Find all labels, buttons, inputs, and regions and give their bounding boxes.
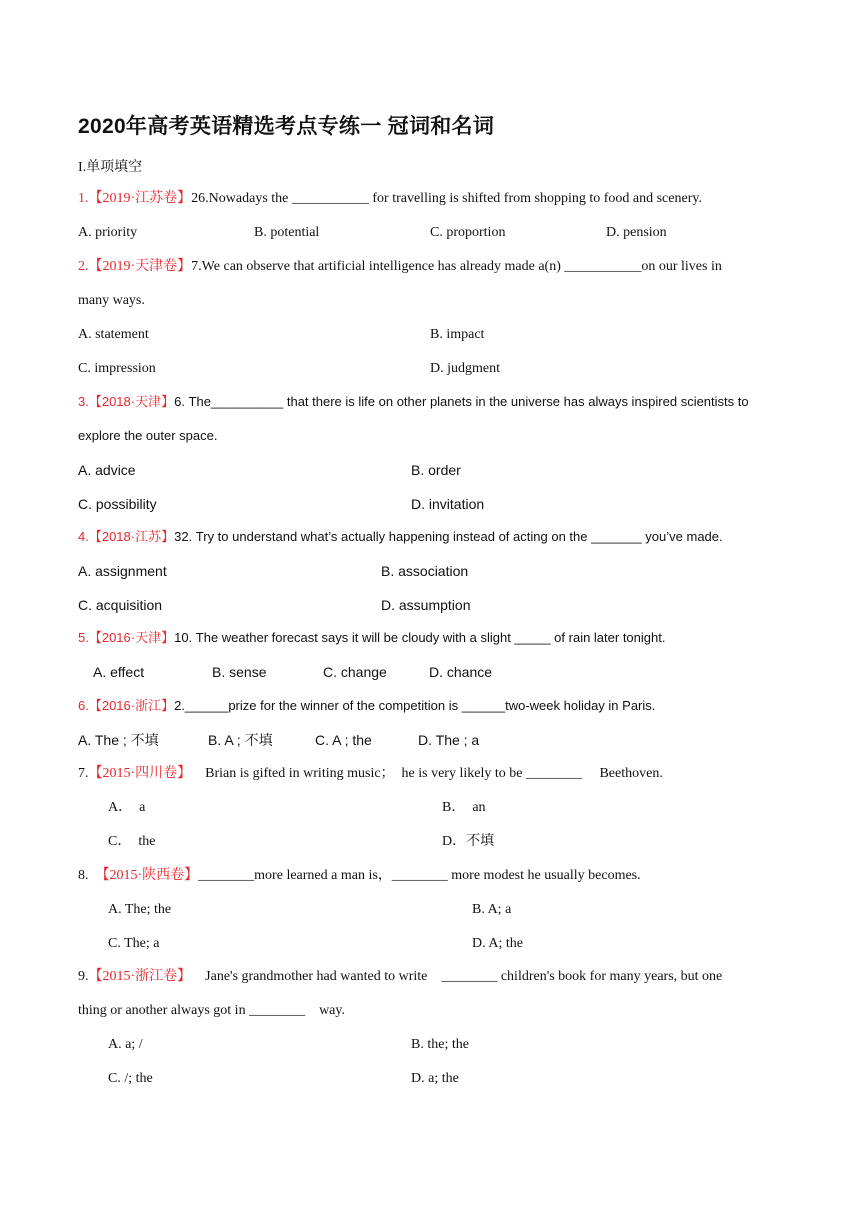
section-heading: I.单项填空 [78, 160, 143, 175]
question-source-tag: 4.【2018·江苏】 [78, 529, 175, 544]
question-source-tag: 【2015·浙江卷】 [88, 969, 192, 984]
option-c: C. proportion [430, 225, 506, 240]
option-d: D. assumption [381, 597, 471, 613]
question-text: 26.Nowadays the ___________ for travelling is shifted from shopping to food and scenery. [191, 191, 702, 206]
question-4 [78, 528, 723, 546]
option-d: D．不填 [442, 834, 495, 849]
question-3 [78, 393, 749, 411]
option-a: A. advice [78, 462, 136, 478]
option-a: A． a [108, 800, 146, 815]
question-text: Brian is gifted in writing music； he is very likely to be ________ Beethoven. [191, 766, 663, 781]
question-number: 7. [78, 766, 89, 781]
option-b: B． an [442, 800, 486, 815]
question-number: 9. [78, 969, 89, 984]
option-d: D. judgment [430, 361, 500, 376]
option-c: C. The; a [108, 936, 160, 951]
question-text-continued: thing or another always got in ________ way. [78, 1003, 345, 1018]
option-a: A. statement [78, 327, 149, 342]
option-d: D. pension [606, 225, 667, 240]
question-source-tag: 3.【2018·天津】 [78, 394, 175, 409]
option-d: D. A; the [472, 936, 523, 951]
question-number: 8. [78, 868, 96, 883]
question-source-tag: 【2015·四川卷】 [88, 766, 192, 781]
option-c: C. acquisition [78, 597, 163, 613]
option-a: A. The ; 不填 [78, 732, 159, 748]
question-text-continued: many ways. [78, 293, 145, 308]
question-5 [78, 629, 665, 647]
option-b: B. potential [254, 225, 320, 240]
question-text: 32. Try to understand what’s actually happening instead of acting on the _______ you’ve made. [174, 529, 723, 544]
question-text-continued: explore the outer space. [78, 428, 218, 443]
option-c: C． the [108, 834, 156, 849]
question-8 [78, 867, 641, 885]
option-c: C. impression [78, 361, 156, 376]
question-9 [78, 968, 722, 986]
option-b: B. association [381, 563, 469, 579]
option-d: D. a; the [411, 1071, 459, 1086]
option-b: B. impact [430, 327, 485, 342]
option-a: A. priority [78, 225, 138, 240]
option-b: B. sense [212, 664, 267, 680]
question-source-tag: 1.【2019·江苏卷】 [78, 191, 192, 206]
option-b: B. order [411, 462, 461, 478]
option-c: C. possibility [78, 496, 157, 512]
question-text: 2.______prize for the winner of the competition is ______two-week holiday in Paris. [174, 698, 656, 713]
question-2 [78, 258, 722, 276]
option-a: A. assignment [78, 563, 167, 579]
question-7 [78, 765, 663, 783]
option-a: A. effect [93, 664, 145, 680]
option-a: A. The; the [108, 902, 172, 917]
question-source-tag: 5.【2016·天津】 [78, 630, 175, 645]
question-text: Jane's grandmother had wanted to write ________ children's book for many years, but one [191, 969, 723, 984]
option-b: B. A; a [472, 902, 512, 917]
question-source-tag: 2.【2019·天津卷】 [78, 259, 192, 274]
option-c: C. /; the [108, 1071, 153, 1086]
question-text: 10. The weather forecast says it will be cloudy with a slight _____ of rain later tonight. [174, 630, 666, 645]
question-1 [78, 190, 702, 208]
option-c: C. A ; the [315, 732, 372, 748]
option-c: C. change [323, 664, 387, 680]
page-title: 2020年高考英语精选考点专练一 冠词和名词 [78, 115, 495, 138]
question-source-tag: 【2015·陕西卷】 [95, 868, 199, 883]
option-d: D. The ; a [418, 732, 480, 748]
option-b: B. the; the [411, 1037, 469, 1052]
option-d: D. invitation [411, 496, 485, 512]
question-text: 7.We can observe that artificial intelligence has already made a(n) ___________on our lives in [191, 259, 722, 274]
question-source-tag: 6.【2016·浙江】 [78, 698, 175, 713]
question-6 [78, 697, 655, 715]
option-d: D. chance [429, 664, 493, 680]
question-text: ________more learned a man is，________ more modest he usually becomes. [198, 868, 641, 883]
question-text: 6. The__________ that there is life on other planets in the universe has always inspired scientists to [174, 394, 749, 409]
option-b: B. A ; 不填 [208, 732, 273, 748]
option-a: A. a; / [108, 1037, 143, 1052]
